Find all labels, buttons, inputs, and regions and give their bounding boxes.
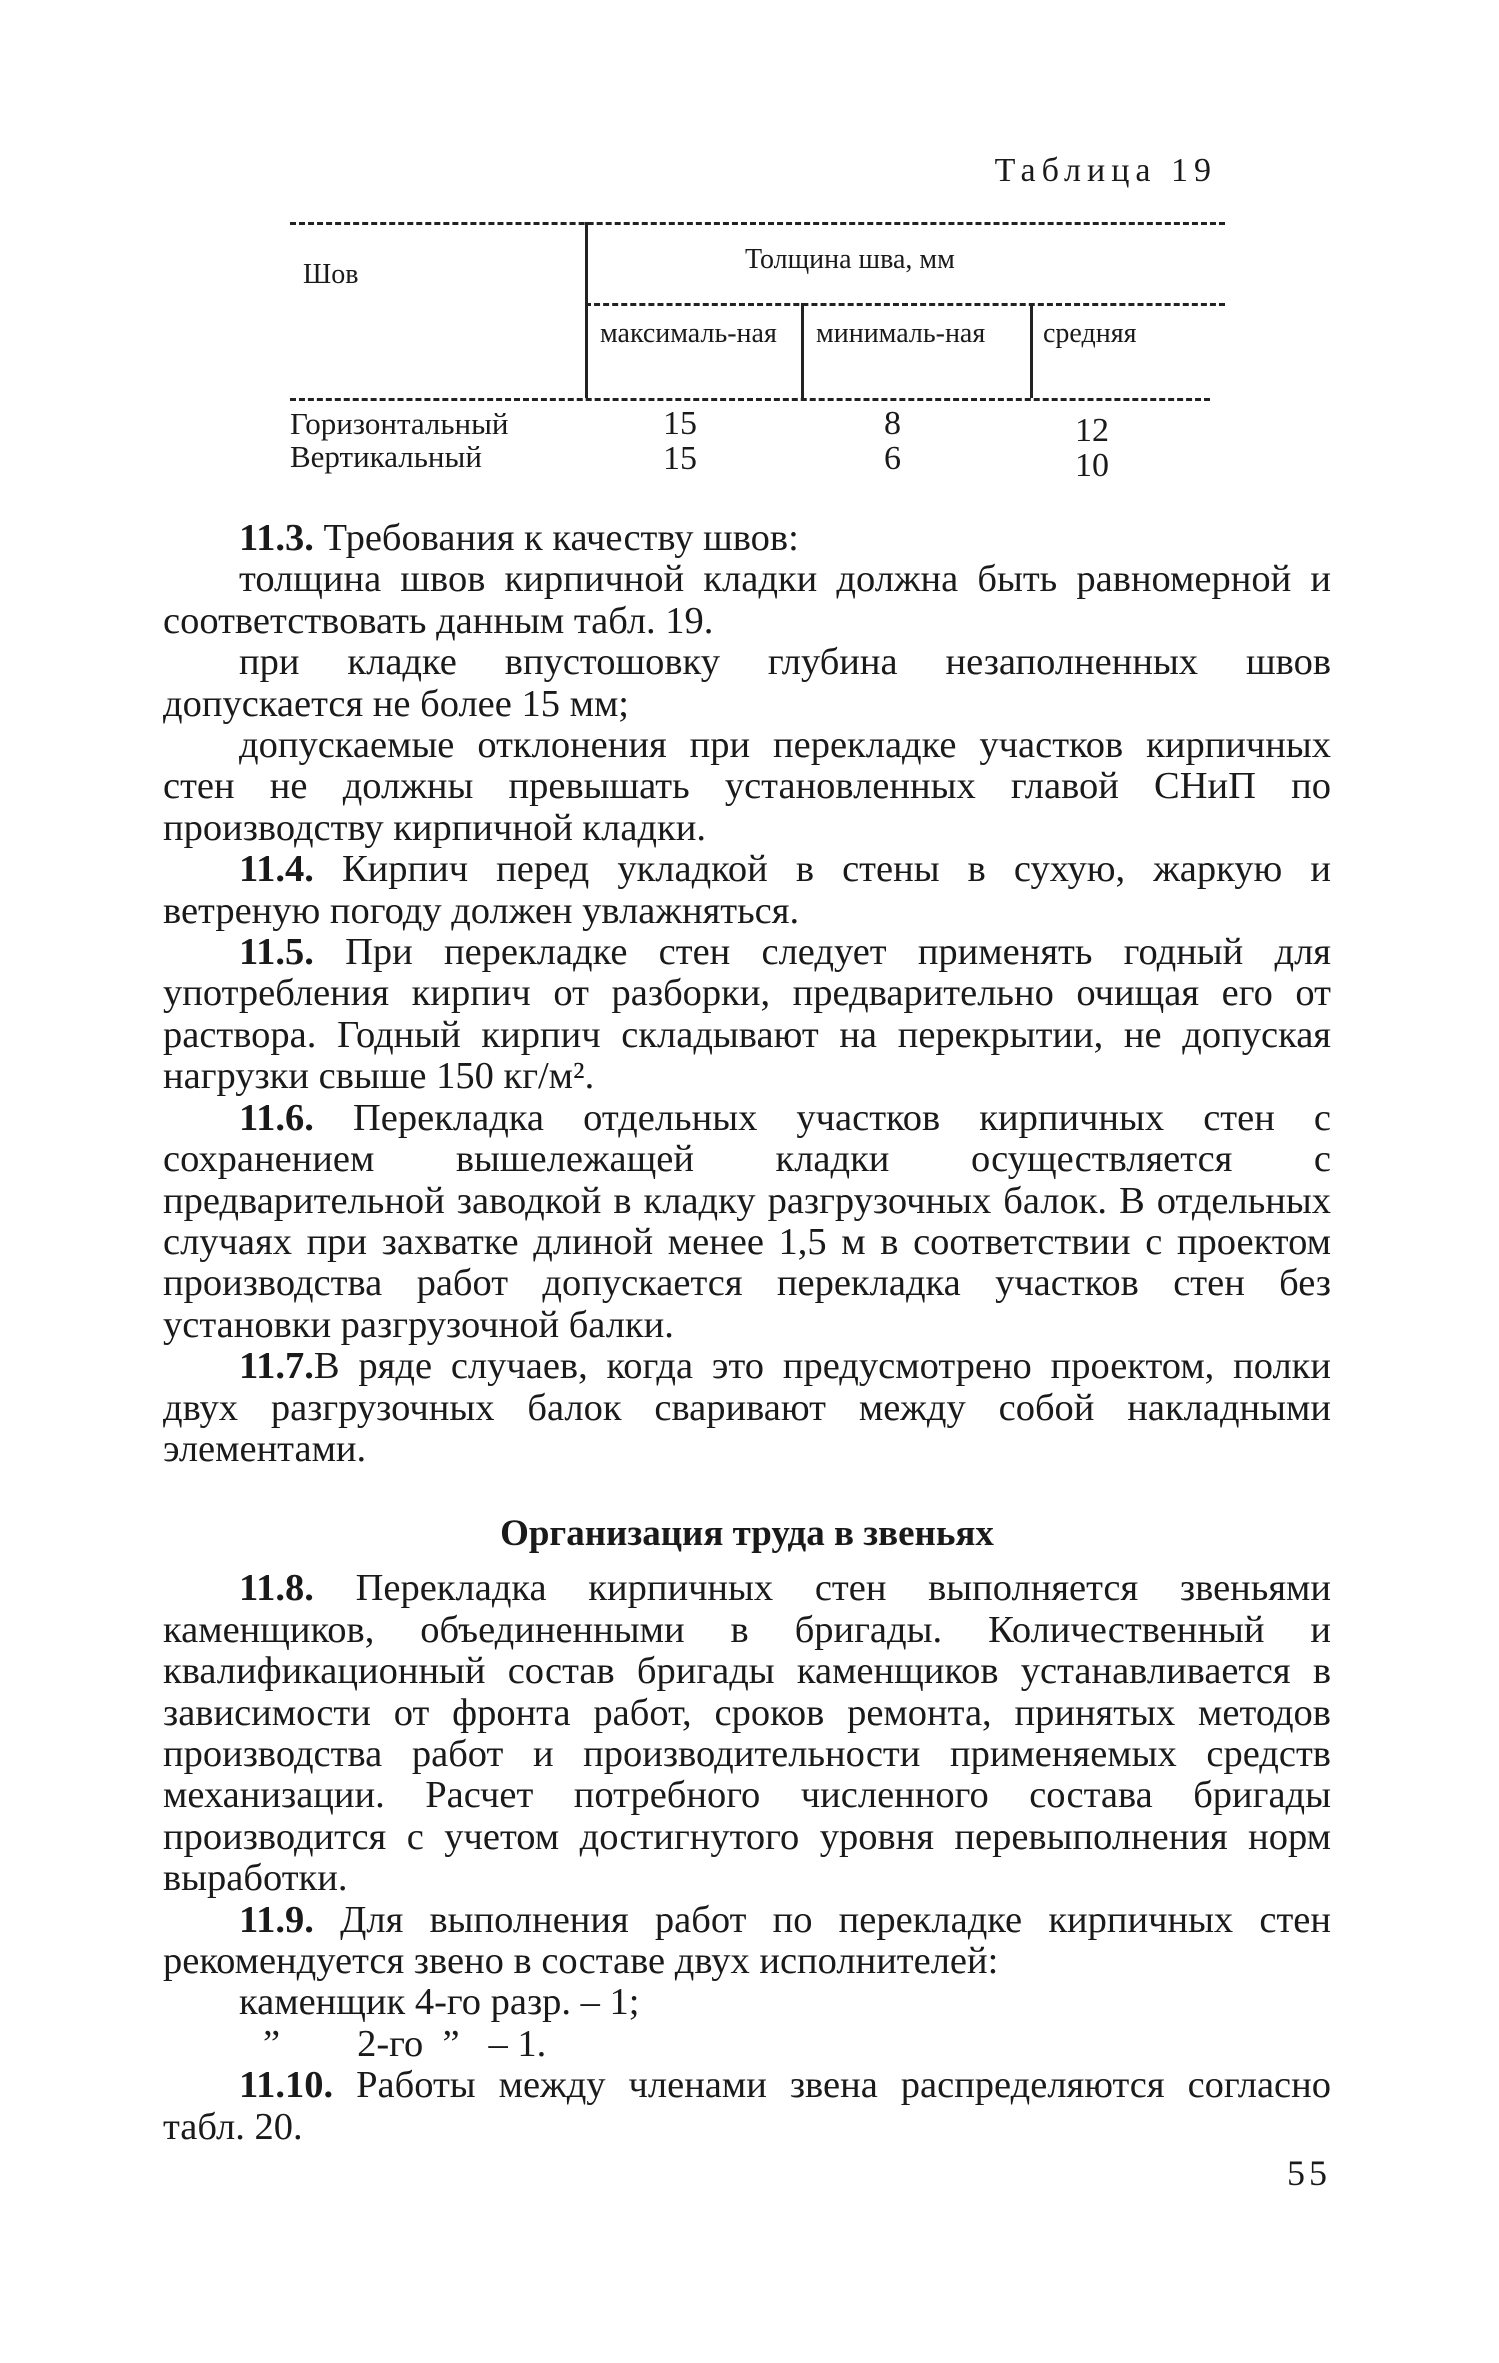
row-value-avg: 12 — [1075, 412, 1109, 449]
body-text — [163, 518, 1331, 2148]
header-seam: Шов — [303, 259, 359, 290]
paragraph-number: 11.10. — [239, 2064, 334, 2107]
row-value-max: 15 — [663, 405, 697, 442]
paragraph-text: Перекладка отдельных участков кирпичных стен с сохранением вышележащей кладки осуществляется с предварительной заводкой в кладку разгрузочных балок. В отдельных случаях при захватке длиной менее 1,5 м в соответствии с проектом производства работ допускается перекладка участков стен без установки разгрузочной балки. — [163, 1096, 1331, 1346]
row-seam-label: Горизонтальный — [290, 406, 509, 441]
paragraph-number: 11.6. — [239, 1096, 314, 1139]
paragraph-text: допускаемые отклонения при перекладке участков кирпичных стен не должны превышать установленных главой СНиП по производству кирпичной кладки. — [163, 724, 1331, 849]
paragraph-number: 11.9. — [239, 1898, 314, 1941]
paragraph-number: 11.4. — [239, 848, 314, 891]
paragraph — [163, 1568, 1331, 1899]
paragraph — [163, 559, 1331, 642]
subheader-min: минималь-ная — [816, 318, 986, 349]
crew-line: ” 2-го ” – 1. — [263, 2022, 547, 2065]
table-subcol-divider-2 — [1030, 303, 1033, 398]
paragraph-text: Требования к качеству швов: — [313, 517, 799, 559]
page-number: 55 — [1287, 2153, 1331, 2193]
paragraph-text: В ряде случаев, когда это предусмотрено проектом, полки двух разгрузочных балок сваривают между собой накладными элементами. — [163, 1345, 1331, 1470]
row-value-min: 8 — [884, 405, 901, 442]
paragraph — [163, 1900, 1331, 1983]
row-value-avg: 10 — [1075, 447, 1109, 484]
paragraph-text: Кирпич перед укладкой в стены в сухую, жаркую и ветреную погоду должен увлажняться. — [163, 848, 1331, 932]
paragraph-number: 11.5. — [239, 931, 314, 974]
row-seam-label: Вертикальный — [290, 439, 482, 474]
section-heading: Организация труда в звеньях — [500, 1513, 994, 1555]
row-value-max: 15 — [663, 440, 697, 477]
paragraph-text: толщина швов кирпичной кладки должна быть равномерной и соответствовать данным табл. 19. — [163, 558, 1331, 642]
paragraph — [163, 1346, 1331, 1470]
subheader-avg: средняя — [1043, 318, 1137, 349]
paragraph-text: Работы между членами звена распределяются согласно табл. 20. — [163, 2064, 1331, 2148]
header-thickness: Толщина шва, мм — [745, 244, 955, 275]
row-value-min: 6 — [884, 440, 901, 477]
table-header-bottom-rule — [290, 398, 1210, 401]
paragraph-text: Для выполнения работ по перекладке кирпичных стен рекомендуется звено в составе двух исполнителей: — [163, 1898, 1331, 1982]
paragraph-text: При перекладке стен следует применять годный для употребления кирпич от разборки, предварительно очищая его от раствора. Годный кирпич складывают на перекрытии, не допуская нагрузки свыше 150 кг/м². — [163, 931, 1331, 1098]
table-caption: Таблица 19 — [994, 152, 1217, 189]
table-subcol-divider-1 — [801, 303, 804, 398]
paragraph-text: при кладке впустошовку глубина незаполненных швов допускается не более 15 мм; — [163, 641, 1331, 725]
paragraph-number: 11.7. — [239, 1345, 314, 1388]
paragraph-text: Перекладка кирпичных стен выполняется звеньями каменщиков, объединенными в бригады. Количественный и квалификационный состав бригады каменщиков устанавливается в зависимости от фронта работ, сроков ремонта, принятых методов производства работ и производительности применяемых средств механизации. Расчет потребного численного состава бригады производится с учетом достигнутого уровня перевыполнения норм выработки. — [163, 1567, 1331, 1900]
paragraph — [163, 2065, 1331, 2148]
paragraph-number: 11.3. — [239, 517, 314, 559]
paragraph-number: 11.8. — [239, 1567, 314, 1610]
paragraph — [163, 642, 1331, 725]
paragraph — [163, 1098, 1331, 1346]
subheader-max: максималь-ная — [600, 318, 777, 349]
paragraph — [163, 518, 1331, 559]
table-top-rule — [290, 222, 1225, 225]
table-subheader-rule — [585, 303, 1225, 306]
table-col-divider — [585, 222, 588, 398]
paragraph — [163, 932, 1331, 1098]
paragraph — [163, 849, 1331, 932]
crew-line: каменщик 4-го разр. – 1; — [239, 1981, 640, 2024]
paragraph — [163, 725, 1331, 849]
